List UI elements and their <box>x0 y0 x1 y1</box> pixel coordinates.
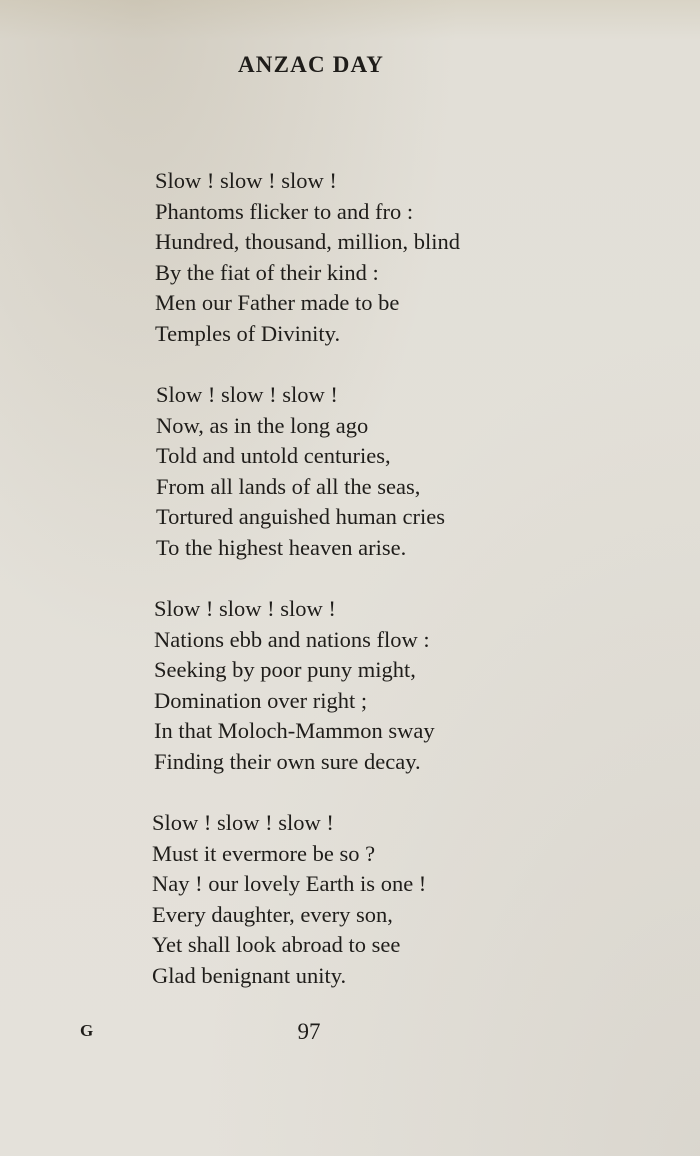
poem-line: Now, as in the long ago <box>156 412 369 438</box>
stanza-4 <box>152 808 605 991</box>
poem-line: Slow ! slow ! slow ! <box>152 810 334 835</box>
page-number: 97 <box>297 1019 321 1044</box>
poem-line: Told and untold centuries, <box>156 443 391 468</box>
poem-line: Slow ! slow ! slow ! <box>155 168 337 193</box>
poem-line: Yet shall look abroad to see <box>152 932 401 957</box>
poem-line: To the highest heaven arise. <box>156 534 407 560</box>
poem-line: Domination over right ; <box>154 687 368 713</box>
poem-line: Slow ! slow ! slow ! <box>154 596 336 621</box>
poem-line: In that Moloch-Mammon sway <box>154 718 435 743</box>
poem-line: Must it evermore be so ? <box>152 840 376 866</box>
poem-line: Nay ! our lovely Earth is one ! <box>152 871 427 896</box>
poem-line: Temples of Divinity. <box>155 320 341 346</box>
poem-body <box>152 166 605 991</box>
poem-line: From all lands of all the seas, <box>156 473 421 499</box>
poem-line: Every daughter, every son, <box>152 901 393 927</box>
poem-line: Hundred, thousand, million, blind <box>155 229 460 254</box>
poem-line: Tortured anguished human cries <box>156 504 445 529</box>
poem-line: Slow ! slow ! slow ! <box>156 382 338 407</box>
stanza-1 <box>155 166 605 349</box>
poem-line: By the fiat of their kind : <box>155 259 379 285</box>
poem-line: Men our Father made to be <box>155 290 400 315</box>
stanza-2 <box>156 380 605 563</box>
poem-line: Phantoms flicker to and fro : <box>155 198 414 224</box>
stanza-3 <box>154 594 605 777</box>
poem-line: Seeking by poor puny might, <box>154 657 416 682</box>
poem-line: Glad benignant unity. <box>152 962 347 988</box>
poem-line: Nations ebb and nations flow : <box>154 626 430 652</box>
signature-mark: G <box>80 1021 94 1040</box>
poem-title: ANZAC DAY <box>237 52 385 77</box>
poem-line: Finding their own sure decay. <box>154 748 421 774</box>
